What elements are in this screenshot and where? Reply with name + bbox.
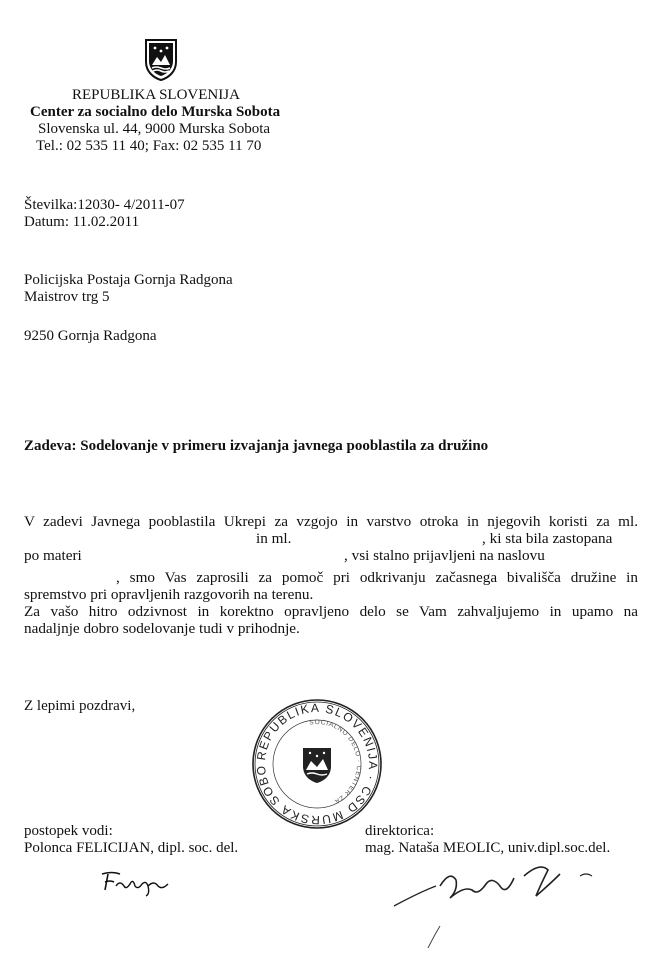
body-line-5: spremstvo pri opravljenih razgovorih na terenu. [24,586,314,603]
center-phone: Tel.: 02 535 11 40; Fax: 02 535 11 70 [36,138,262,154]
left-signatory-role: postopek vodi: [24,823,113,839]
center-name: Center za socialno delo Murska Sobota [30,104,281,120]
recipient-line1: Policijska Postaja Gornja Radgona [24,272,233,288]
body-line-4: , smo Vas zaprosili za pomoč pri odkrivanju začasnega bivališča družine in [116,569,638,586]
coat-of-arms-icon [144,38,178,87]
body-line-3b: , vsi stalno prijavljeni na naslovu [344,547,545,564]
official-stamp-icon [247,694,387,839]
body-line-7: nadaljnje dobro sodelovanje tudi v prihodnje. [24,620,300,637]
reference-number: Številka:12030- 4/2011-07 [24,197,185,213]
reference-date: Datum: 11.02.2011 [24,214,140,230]
subject: Zadeva: Sodelovanje v primeru izvajanja javnega pooblastila za družino [24,438,489,454]
body-line-1: V zadevi Javnega pooblastila Ukrepi za vzgojo in varstvo otroka in njegovih koristi za ml. [24,513,638,530]
body-line-2a: in ml. [256,530,292,547]
stamp-text: REPUBLIKA SLOVENIJA · CSD MURSKA SOBO [253,700,381,828]
body-line-6: Za vašo hitro odzivnost in korektno opravljeno delo se Vam zahvaljujemo in upamo na [24,603,638,620]
recipient-line3: 9250 Gornja Radgona [24,328,157,344]
recipient-line2: Maistrov trg 5 [24,289,110,305]
left-signatory-name: Polonca FELICIJAN, dipl. soc. del. [24,840,239,856]
body-line-3a: po materi [24,547,82,564]
republic-name: REPUBLIKA SLOVENIJA [72,87,240,103]
left-handwritten-signature [98,868,174,903]
closing-greeting: Z lepimi pozdravi, [24,698,136,714]
body-line-2b: , ki sta bila zastopana [482,530,613,547]
right-signatory-role: direktorica: [365,823,435,839]
right-signatory-name: mag. Nataša MEOLIC, univ.dipl.soc.del. [365,840,611,856]
handwritten-signature-icon [380,856,610,961]
center-address: Slovenska ul. 44, 9000 Murska Sobota [38,121,271,137]
stamp-inner-text: SOCIALNO DELO · CENTER ZA [308,718,363,805]
